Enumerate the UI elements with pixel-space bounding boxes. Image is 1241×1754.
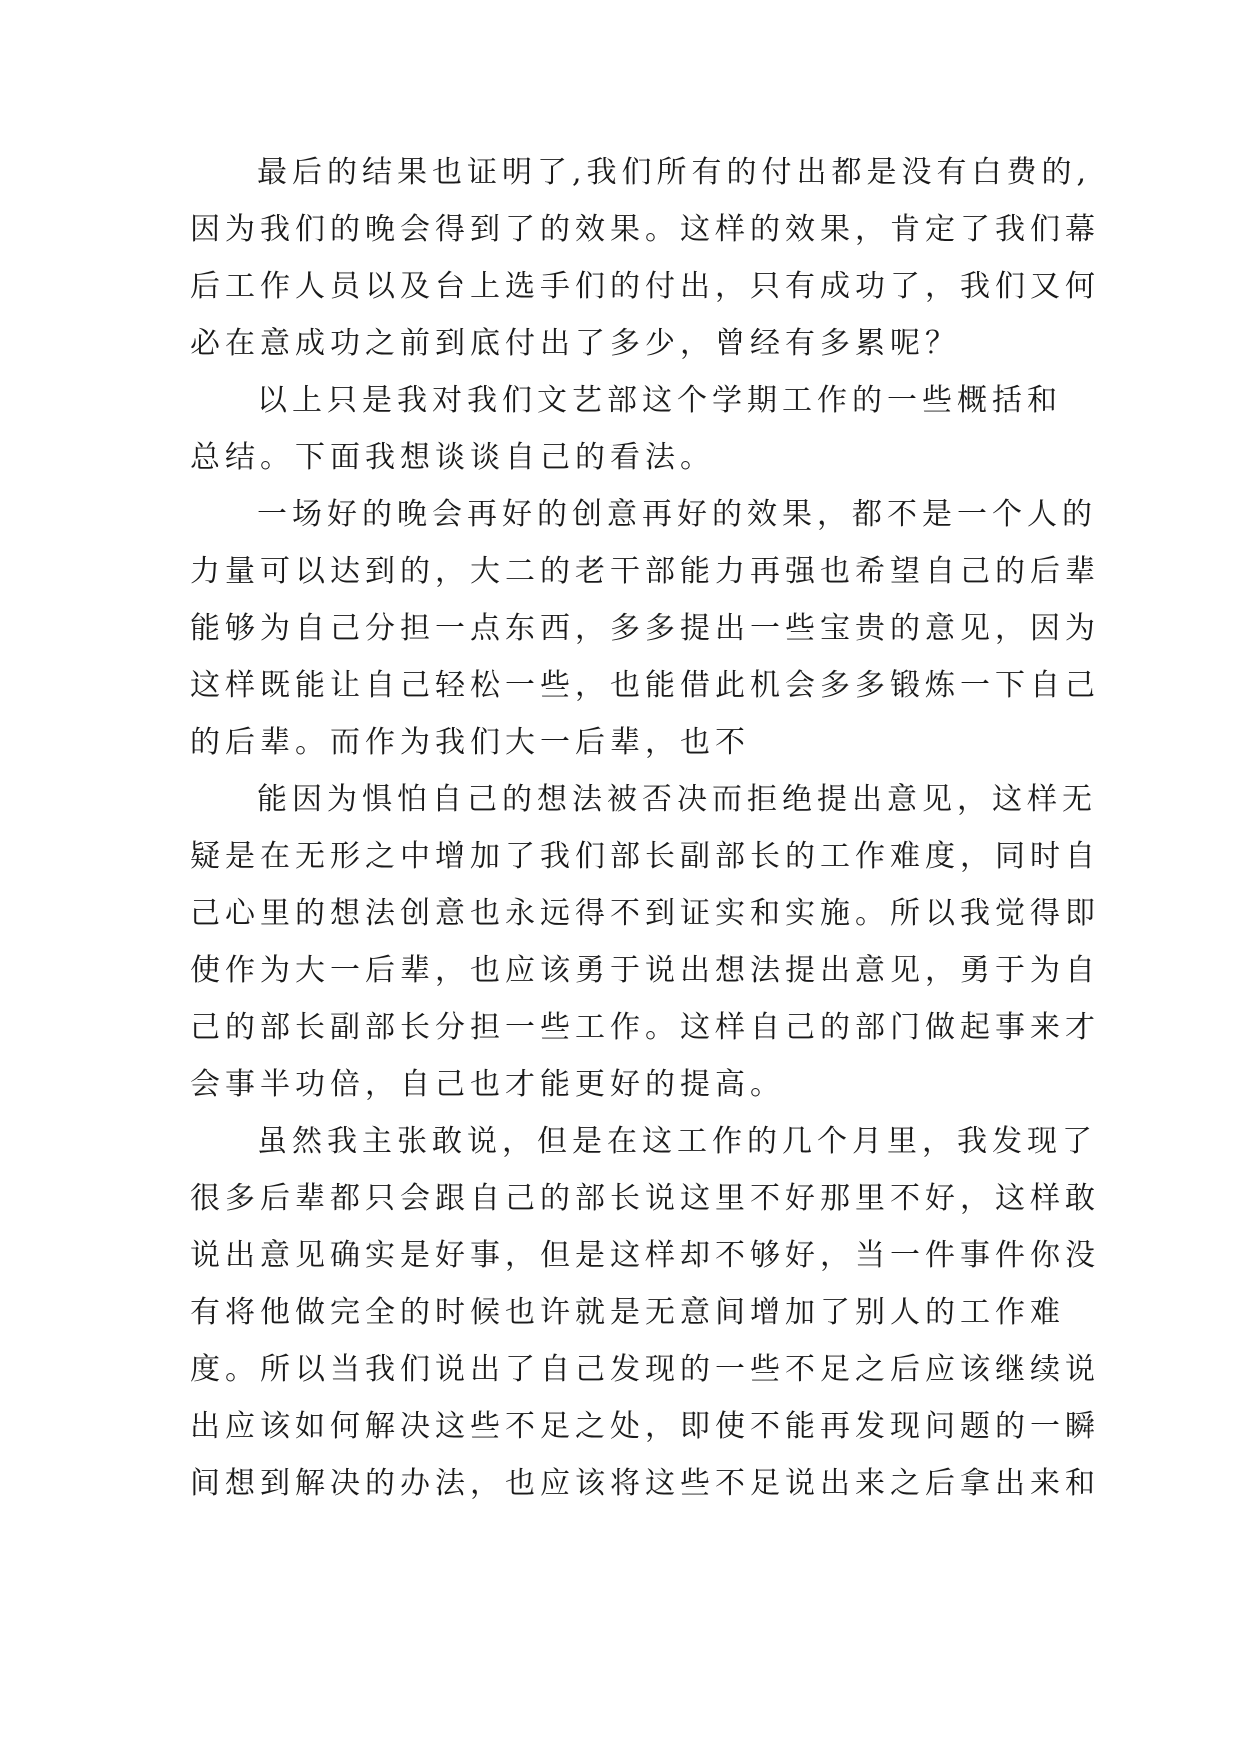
text-line: 出应该如何解决这些不足之处，即使不能再发现问题的一瞬 [190,1409,1100,1444]
text-line: 的后辈。而作为我们大一后辈，也不 [190,725,750,760]
text-line: 一场好的晚会再好的创意再好的效果，都不是一个人的 [257,497,1097,532]
text-line: 虽然我主张敢说，但是在这工作的几个月里，我发现了 [257,1124,1097,1159]
text-line: 度。所以当我们说出了自己发现的一些不足之后应该继续说 [190,1352,1100,1387]
text-line: 这样既能让自己轻松一些，也能借此机会多多锻炼一下自己 [190,668,1100,703]
text-line: 后工作人员以及台上选手们的付出，只有成功了，我们又何 [190,269,1100,304]
text-line: 因为我们的晚会得到了的效果。这样的效果，肯定了我们幕 [190,212,1100,247]
text-line: 能因为惧怕自己的想法被否决而拒绝提出意见，这样无 [257,782,1097,817]
text-line: 总结。下面我想谈谈自己的看法。 [190,440,715,475]
text-line: 很多后辈都只会跟自己的部长说这里不好那里不好，这样敢 [190,1181,1100,1216]
text-line: 能够为自己分担一点东西，多多提出一些宝贵的意见，因为 [190,611,1100,646]
text-line: 最后的结果也证明了,我们所有的付出都是没有白费的, [257,155,1092,190]
text-line: 己的部长副部长分担一些工作。这样自己的部门做起事来才 [190,1010,1100,1045]
text-line: 会事半功倍，自己也才能更好的提高。 [190,1067,785,1102]
text-line: 使作为大一后辈，也应该勇于说出想法提出意见，勇于为自 [190,953,1100,988]
text-line: 有将他做完全的时候也许就是无意间增加了别人的工作难 [190,1295,1065,1330]
text-line: 疑是在无形之中增加了我们部长副部长的工作难度，同时自 [190,839,1100,874]
text-line: 己心里的想法创意也永远得不到证实和实施。所以我觉得即 [190,896,1100,931]
text-line: 说出意见确实是好事，但是这样却不够好，当一件事件你没 [190,1238,1100,1273]
text-line: 力量可以达到的，大二的老干部能力再强也希望自己的后辈 [190,554,1100,589]
text-line: 以上只是我对我们文艺部这个学期工作的一些概括和 [257,383,1062,418]
text-line: 必在意成功之前到底付出了多少，曾经有多累呢？ [190,326,960,361]
text-line: 间想到解决的办法，也应该将这些不足说出来之后拿出来和 [190,1466,1100,1501]
